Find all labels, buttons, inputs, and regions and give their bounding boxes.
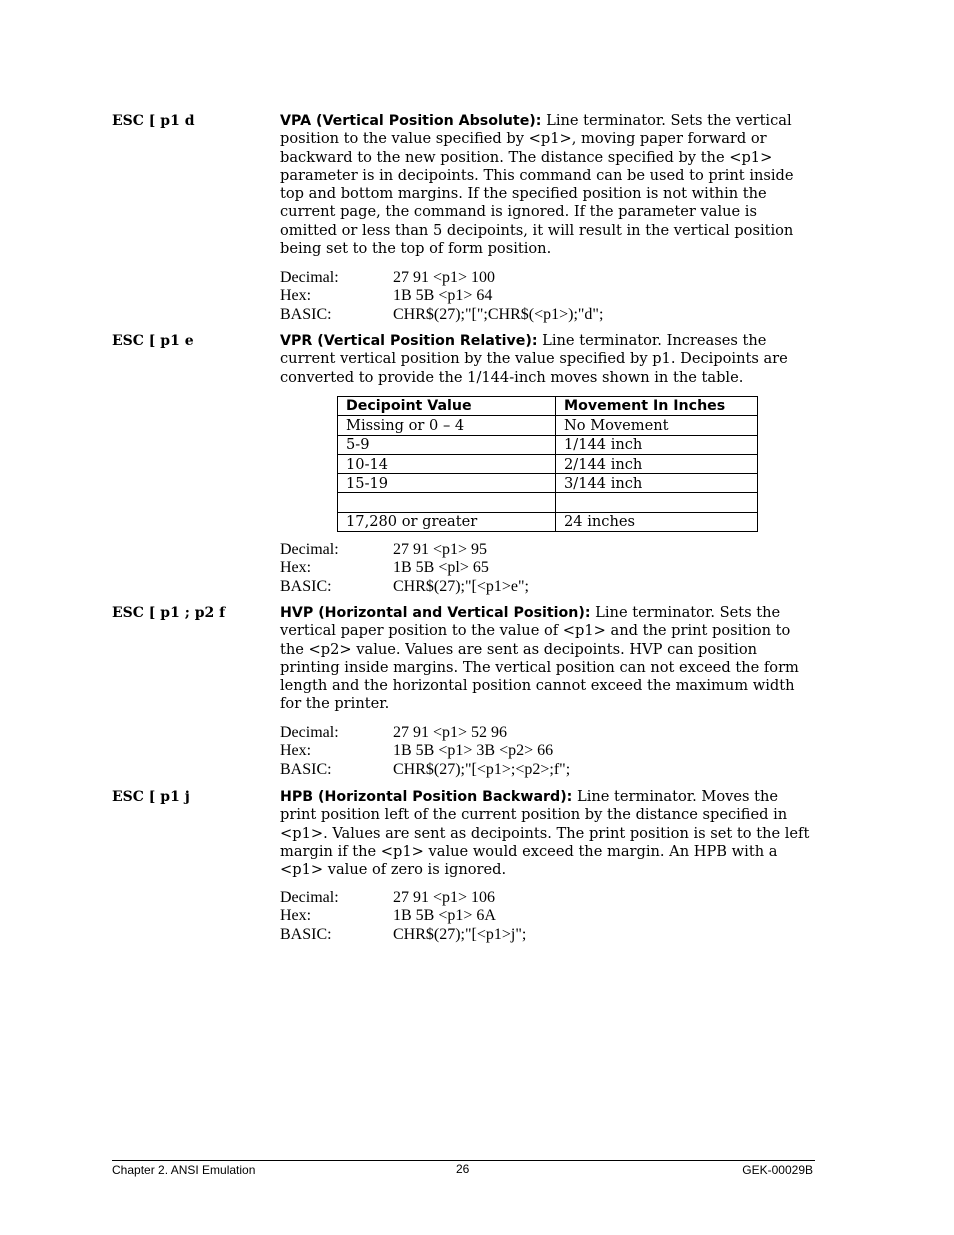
vpa-body: Line terminator. Sets the vertical position to the value specified by <p1>, moving paper forward or backward to the new position. The distance specified by the <p1> parameter is in decipoints. This command can be used to print inside top and bottom margins. If the specified position is not within the current page, the command is ignored. If the parameter value is omitted or less than 5 decipoints, it will result in the vertical position being set to the top of form position. <box>280 112 794 258</box>
table-cell: 3/144 inch <box>556 474 758 493</box>
vpr-body: Line terminator. Increases the current vertical position by the value specified by p1. Decipoints are converted to provide the 1/144-inch moves shown in the table. <box>280 332 788 386</box>
code-value: CHR$(27);"[<p1>e"; <box>393 577 529 595</box>
footer-chapter: Chapter 2. ANSI Emulation <box>112 1163 256 1177</box>
table-row <box>338 512 758 531</box>
hpb-body: Line terminator. Moves the print position left of the current position by the distance specified in <p1>. Values are sent as decipoints. The print position is set to the left margin if the <p1> value would exceed the margin. An HPB with a <p1> value of zero is ignored. <box>280 788 810 879</box>
vpa-description <box>280 112 818 258</box>
code-label: Decimal: <box>280 724 339 741</box>
code-label: Decimal: <box>280 269 339 286</box>
code-value: 27 91 <p1> 52 96 <box>393 724 508 741</box>
hpb-description <box>280 788 818 879</box>
code-row-basic <box>280 761 570 779</box>
code-value: 1B 5B <pl> 65 <box>393 559 489 577</box>
code-label: Decimal: <box>280 889 339 906</box>
code-row-hex <box>280 559 529 577</box>
table-cell: No Movement <box>556 416 758 435</box>
decipoint-table <box>337 396 758 532</box>
code-label: BASIC: <box>280 760 332 778</box>
table-cell: Missing or 0 – 4 <box>338 416 556 435</box>
code-row-decimal <box>280 541 529 559</box>
hvp-body: Line terminator. Sets the vertical paper position to the value of <p1> and the print position to the <p2> value. Values are sent as decipoints. HVP can position printing inside margins. The vertical position can not exceed the form length and the horizontal position cannot exceed the maximum width for the printer. <box>280 604 799 713</box>
command-hvp: ESC [ p1 ; p2 f <box>112 605 226 621</box>
table-cell: 10-14 <box>338 454 556 473</box>
table-row <box>338 435 758 454</box>
code-value: 1B 5B <p1> 6A <box>393 907 496 925</box>
vpr-description <box>280 332 818 387</box>
vpa-codes <box>280 269 603 324</box>
code-row-basic <box>280 926 526 944</box>
table-header-cell: Decipoint Value <box>338 397 556 416</box>
code-label: BASIC: <box>280 577 332 595</box>
code-value: 27 91 <p1> 106 <box>393 889 496 906</box>
code-label: Hex: <box>280 559 312 577</box>
code-value: CHR$(27);"[";CHR$(<p1>);"d"; <box>393 305 604 323</box>
vpr-heading: VPR (Vertical Position Relative): <box>280 333 538 349</box>
table-cell <box>556 493 758 512</box>
code-row-decimal <box>280 724 570 742</box>
table-cell: 2/144 inch <box>556 454 758 473</box>
code-row-hex <box>280 742 570 760</box>
code-row-basic <box>280 578 529 596</box>
code-label: BASIC: <box>280 925 332 943</box>
code-label: Hex: <box>280 287 312 305</box>
command-vpa: ESC [ p1 d <box>112 113 195 129</box>
code-row-hex <box>280 287 603 305</box>
command-hpb: ESC [ p1 j <box>112 789 190 805</box>
table-header-cell: Movement In Inches <box>556 397 758 416</box>
hvp-description <box>280 604 818 714</box>
footer-page-number: 26 <box>456 1162 470 1176</box>
code-value: CHR$(27);"[<p1>;<p2>;f"; <box>393 760 571 778</box>
code-label: BASIC: <box>280 305 332 323</box>
table-row <box>338 454 758 473</box>
code-row-decimal <box>280 269 603 287</box>
code-value: 27 91 <p1> 95 <box>393 541 488 558</box>
table-cell: 17,280 or greater <box>338 512 556 531</box>
code-value: 1B 5B <p1> 3B <p2> 66 <box>393 742 554 760</box>
table-row <box>338 493 758 512</box>
hvp-codes <box>280 724 570 779</box>
table-header-row <box>338 397 758 416</box>
hpb-codes <box>280 889 526 944</box>
code-value: 27 91 <p1> 100 <box>393 269 496 286</box>
hvp-heading: HVP (Horizontal and Vertical Position): <box>280 605 591 621</box>
code-row-hex <box>280 907 526 925</box>
code-row-decimal <box>280 889 526 907</box>
code-label: Decimal: <box>280 541 339 558</box>
code-value: 1B 5B <p1> 64 <box>393 287 493 305</box>
code-row-basic <box>280 306 603 324</box>
code-label: Hex: <box>280 742 312 760</box>
table-row <box>338 416 758 435</box>
table-cell <box>338 493 556 512</box>
code-value: CHR$(27);"[<p1>j"; <box>393 925 527 943</box>
vpa-heading: VPA (Vertical Position Absolute): <box>280 113 542 129</box>
table-cell: 24 inches <box>556 512 758 531</box>
table-cell: 5-9 <box>338 435 556 454</box>
code-label: Hex: <box>280 907 312 925</box>
hpb-heading: HPB (Horizontal Position Backward): <box>280 789 573 805</box>
footer-rule <box>112 1160 815 1161</box>
command-vpr: ESC [ p1 e <box>112 333 194 349</box>
table-cell: 1/144 inch <box>556 435 758 454</box>
table-row <box>338 474 758 493</box>
vpr-codes <box>280 541 529 596</box>
footer-document-id: GEK-00029B <box>742 1163 813 1177</box>
table-cell: 15-19 <box>338 474 556 493</box>
